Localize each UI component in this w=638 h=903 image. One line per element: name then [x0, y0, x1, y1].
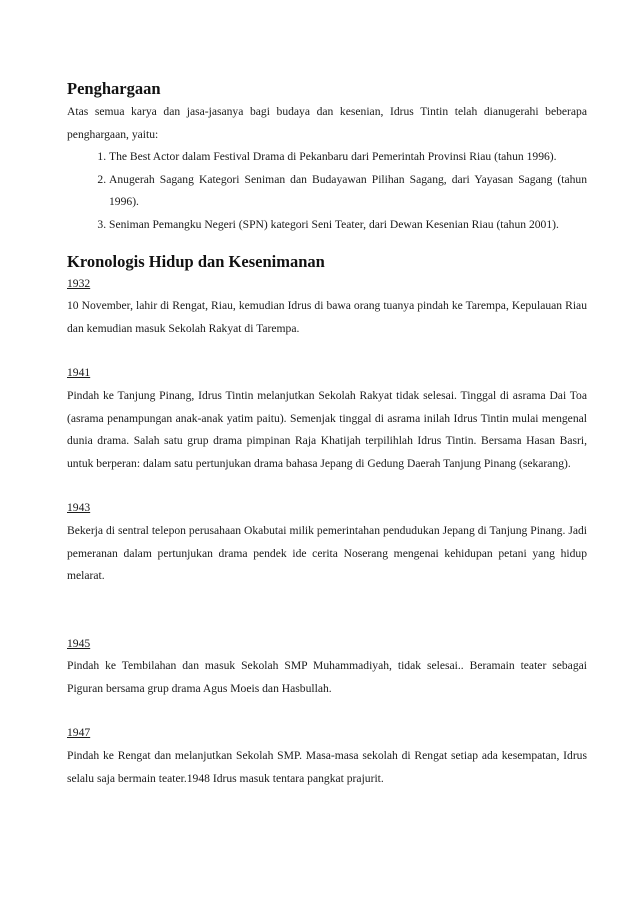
chronology-entry — [67, 362, 587, 475]
entry-text: Bekerja di sentral telepon perusahaan Okabutai milik pemerintahan pendudukan Jepang di Tanjung Pinang. Jadi pemeranan dalam pertunjukan drama pendek ide cerita Noserang mengenai kehidupan petani yang hidup melarat. — [67, 523, 587, 583]
entry-year: 1932 — [67, 276, 91, 290]
entry-text: Pindah ke Tanjung Pinang, Idrus Tintin melanjutkan Sekolah Rakyat tidak selesai. Tinggal di asrama Dai Toa (asrama penampungan anak-anak yatim paitu). Semenjak tinggal di asrama inilah Idrus Tintin mulai mengenal dunia drama. Salah satu grup drama pimpinan Raja Khatijah terpilihlah Idrus Tintin. Bersama Hasan Basri, untuk berperan: dalam satu pertunjukan drama bahasa Jepang di Gedung Daerah Tanjung Pinang (sekarang). — [67, 388, 587, 470]
entry-text: Pindah ke Tembilahan dan masuk Sekolah SMP Muhammadiyah, tidak selesai.. Beramain teater sebagai Piguran bersama grup drama Agus Moeis dan Hasbullah. — [67, 659, 587, 695]
awards-intro: Atas semua karya dan jasa-jasanya bagi budaya dan kesenian, Idrus Tintin telah dianugerahi beberapa penghargaan, yaitu: — [67, 105, 587, 141]
entry-text: Pindah ke Rengat dan melanjutkan Sekolah SMP. Masa-masa sekolah di Rengat setiap ada kesempatan, Idrus selalu saja bermain teater.1948 Idrus masuk tentara pangkat prajurit. — [67, 749, 587, 785]
entry-year: 1945 — [67, 636, 91, 650]
chronology-section — [67, 251, 587, 791]
award-item: 2. Anugerah Sagang Kategori Seniman dan Budayawan Pilihan Sagang, dari Yayasan Sagang (tahun 1996). — [109, 169, 587, 214]
chronology-entry — [67, 633, 587, 701]
chronology-entry — [67, 722, 587, 790]
entry-text: 10 November, lahir di Rengat, Riau, kemudian Idrus di bawa orang tuanya pindah ke Tarempa, Kepulauan Riau dan kemudian masuk Sekolah Rakyat di Tarempa. — [67, 299, 587, 335]
entry-year: 1941 — [67, 366, 91, 380]
awards-heading: Penghargaan — [67, 79, 161, 98]
chronology-entry — [67, 497, 587, 587]
awards-section — [67, 78, 587, 237]
awards-list — [67, 146, 587, 236]
entry-year: 1943 — [67, 501, 91, 515]
award-item: 1. The Best Actor dalam Festival Drama di Pekanbaru dari Pemerintah Provinsi Riau (tahun 1996). — [109, 146, 587, 169]
chronology-heading: Kronologis Hidup dan Kesenimanan — [67, 251, 325, 271]
chronology-entry — [67, 273, 587, 341]
award-item: 3. Seniman Pemangku Negeri (SPN) kategori Seni Teater, dari Dewan Kesenian Riau (tahun 2001). — [109, 214, 587, 237]
entry-year: 1947 — [67, 726, 91, 740]
document-page — [67, 78, 587, 790]
